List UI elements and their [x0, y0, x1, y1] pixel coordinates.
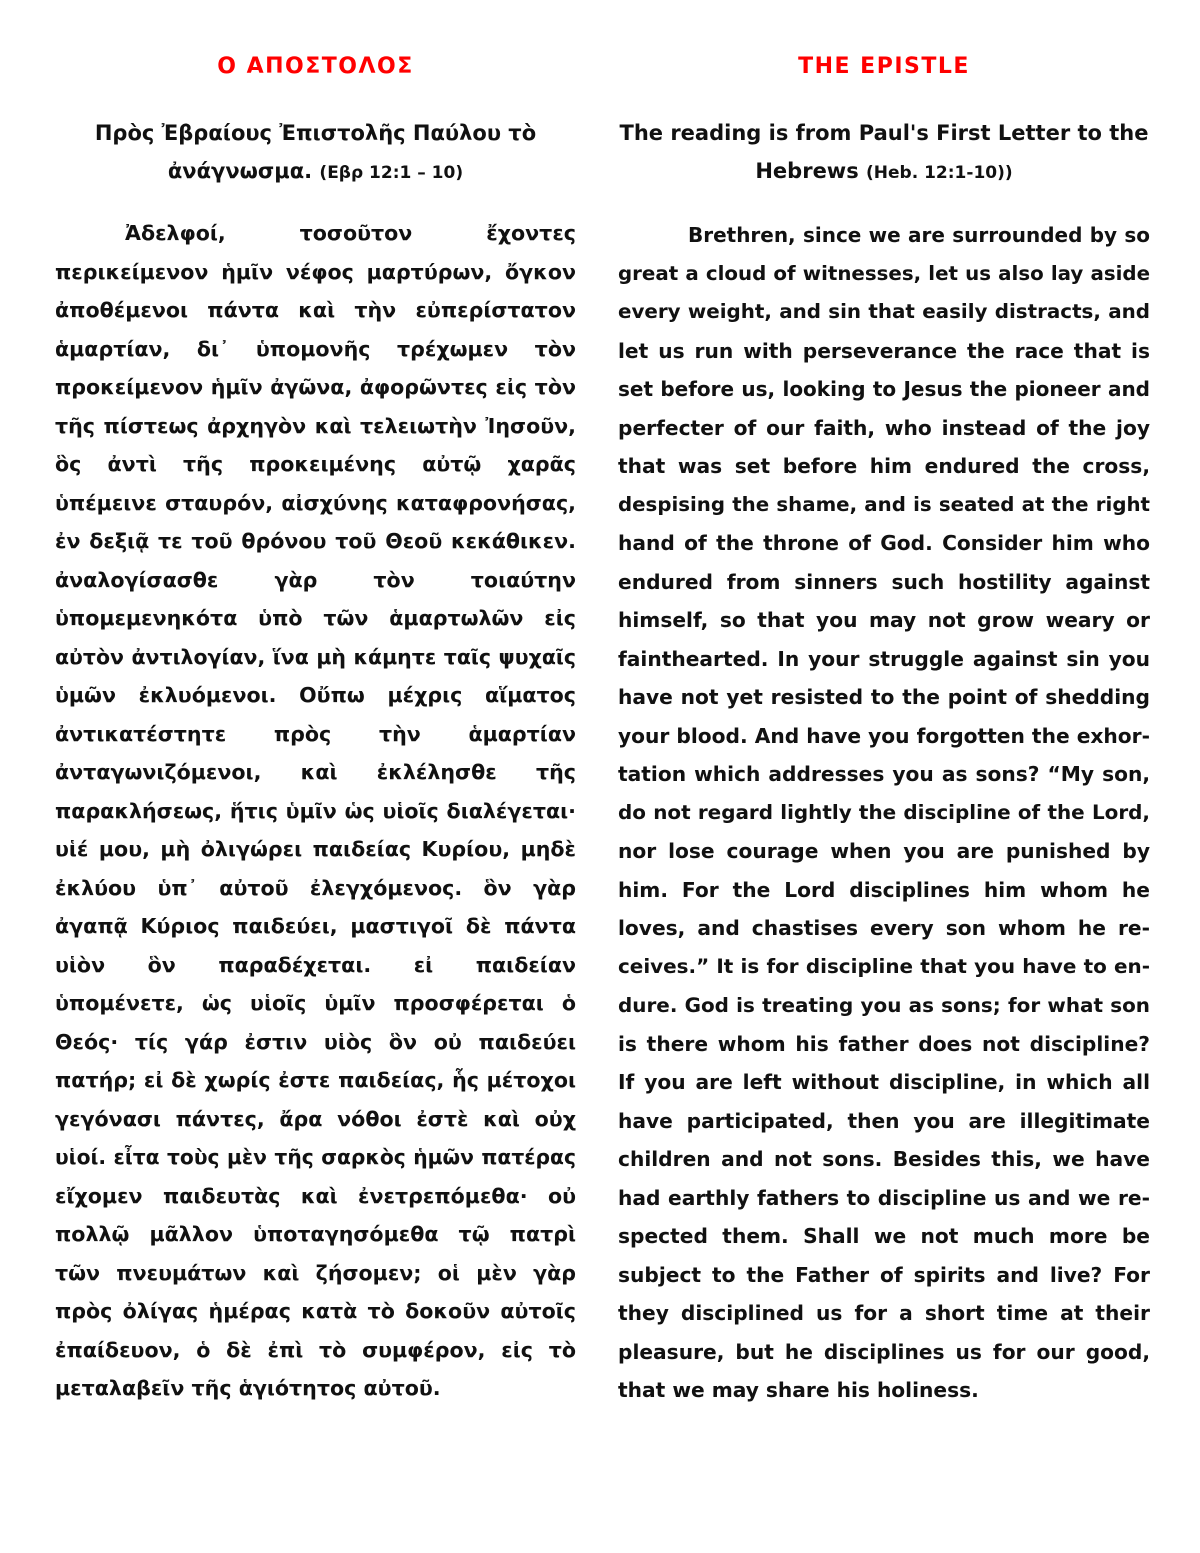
text-line: τῶν πνευμάτων καὶ ζήσομεν; οἱ μὲν γὰρ [55, 1260, 576, 1285]
text-line: set before us, looking to Jesus the pioneer and [618, 377, 1150, 401]
text-line: πολλῷ μᾶλλον ὑποταγησόμεθα τῷ πατρὶ [55, 1222, 576, 1246]
text-line: ἐκλύου ὑπ᾿ αὐτοῦ ἐλεγχόμενος. ὃν γὰρ [55, 875, 576, 900]
text-line: had earthly fathers to discipline us and we re- [618, 1185, 1150, 1210]
text-line: him. For the Lord disciplines him whom he [618, 877, 1150, 902]
english-reading-text [618, 216, 1150, 1410]
english-subtitle [598, 114, 1170, 192]
text-line: ἁμαρτίαν, δι᾿ ὑπομονῆς τρέχωμεν τὸν [55, 336, 576, 361]
text-line: προκείμενον ἡμῖν ἀγῶνα, ἀφορῶντες εἰς τὸν [55, 375, 576, 399]
text-line: your blood. And have you forgotten the exhor- [618, 723, 1150, 748]
text-line: υἱοί. εἶτα τοὺς μὲν τῆς σαρκὸς ἡμῶν πατέρας [55, 1145, 576, 1169]
text-line: τῆς πίστεως ἀρχηγὸν καὶ τελειωτὴν Ἰησοῦν, [55, 413, 576, 438]
english-subtitle-line2 [598, 152, 1170, 192]
text-line: have not yet resisted to the point of shedding [618, 685, 1150, 709]
english-subtitle-line1: The reading is from Paul's First Letter to the [619, 121, 1149, 145]
text-line: εἴχομεν παιδευτὰς καὶ ἐνετρεπόμεθα· οὐ [55, 1183, 576, 1208]
text-line: ἐν δεξιᾷ τε τοῦ θρόνου τοῦ Θεοῦ κεκάθικεν. [55, 529, 576, 553]
english-heading: THE EPISTLE [798, 54, 970, 79]
greek-subtitle-line2 [35, 152, 596, 192]
text-line: πατήρ; εἰ δὲ χωρίς ἐστε παιδείας, ἧς μέτοχοι [55, 1068, 576, 1092]
text-line: ὃς ἀντὶ τῆς προκειμένης αὐτῷ χαρᾶς [55, 452, 576, 476]
greek-subtitle [35, 114, 596, 192]
text-line: ἐπαίδευον, ὁ δὲ ἐπὶ τὸ συμφέρον, εἰς τὸ [55, 1337, 576, 1362]
text-line: is there whom his father does not discipline? [618, 1031, 1150, 1056]
text-line: ἀναλογίσασθε γὰρ τὸν τοιαύτην [55, 567, 576, 592]
text-line: πρὸς ὀλίγας ἡμέρας κατὰ τὸ δοκοῦν αὐτοῖς [55, 1299, 576, 1323]
english-scripture-reference: (Heb. 12:1-10)) [866, 163, 1013, 183]
text-line: ὑπέμεινε σταυρόν, αἰσχύνης καταφρονήσας, [55, 490, 576, 515]
text-line: that we may share his holiness. [618, 1378, 979, 1402]
text-line: ceives.” It is for discipline that you have to en- [618, 954, 1150, 978]
text-line: children and not sons. Besides this, we have [618, 1147, 1150, 1171]
text-line: ὑπομένετε, ὡς υἱοῖς ὑμῖν προσφέρεται ὁ [55, 991, 576, 1015]
text-line: Ἀδελφοί, τοσοῦτον ἔχοντες [125, 221, 576, 245]
text-line: nor lose courage when you are punished by [618, 839, 1150, 863]
text-line: παρακλήσεως, ἥτις ὑμῖν ὡς υἱοῖς διαλέγεται· [55, 798, 576, 823]
text-line: every weight, and sin that easily distracts, and [618, 300, 1150, 323]
text-line: spected them. Shall we not much more be [618, 1224, 1150, 1248]
english-subtitle-text: Hebrews [755, 159, 859, 183]
text-line: loves, and chastises every son whom he re- [618, 916, 1150, 940]
text-line: have participated, then you are illegitimate [618, 1108, 1150, 1133]
text-line: despising the shame, and is seated at the right [618, 492, 1150, 516]
text-line: ὑπομεμενηκότα ὑπὸ τῶν ἁμαρτωλῶν εἰς [55, 606, 576, 630]
greek-subtitle-line1: Πρὸς Ἐβραίους Ἐπιστολῆς Παύλου τὸ [94, 121, 537, 145]
text-line: hand of the throne of God. Consider him who [618, 531, 1150, 555]
text-line: perfecter of our faith, who instead of the joy [618, 415, 1150, 440]
text-line: ἀντικατέστητε πρὸς τὴν ἁμαρτίαν [55, 721, 576, 746]
text-line: subject to the Father of spirits and live? For [618, 1262, 1150, 1287]
greek-scripture-reference: (Εβρ 12:1 – 10) [319, 163, 464, 183]
text-line: υἱὸν ὃν παραδέχεται. εἰ παιδείαν [55, 952, 576, 977]
text-line: ἀποθέμενοι πάντα καὶ τὴν εὐπερίστατον [55, 298, 576, 322]
text-line: dure. God is treating you as sons; for what son [618, 993, 1150, 1017]
text-line: περικείμενον ἡμῖν νέφος μαρτύρων, ὄγκον [55, 259, 576, 284]
text-line: fainthearted. In your struggle against sin you [618, 646, 1150, 671]
text-line: do not regard lightly the discipline of the Lord, [618, 800, 1150, 824]
greek-reading-text [55, 214, 576, 1408]
text-line: they disciplined us for a short time at their [618, 1301, 1150, 1325]
greek-subtitle-text: ἀνάγνωσμα. [167, 159, 313, 183]
text-line: Brethren, since we are surrounded by so [688, 223, 1150, 247]
text-line: great a cloud of witnesses, let us also lay aside [618, 261, 1150, 285]
text-line: Θεός· τίς γάρ ἐστιν υἱὸς ὃν οὐ παιδεύει [55, 1029, 576, 1054]
text-line: ἀγαπᾷ Κύριος παιδεύει, μαστιγοῖ δὲ πάντα [55, 914, 576, 938]
text-line: tation which addresses you as sons? “My son, [618, 762, 1150, 786]
text-line: ἀνταγωνιζόμενοι, καὶ ἐκλέλησθε τῆς [55, 760, 576, 784]
text-line: ὑμῶν ἐκλυόμενοι. Οὔπω μέχρις αἵματος [55, 683, 576, 707]
text-line: υἱέ μου, μὴ ὀλιγώρει παιδείας Κυρίου, μηδὲ [55, 837, 576, 861]
text-line: μεταλαβεῖν τῆς ἁγιότητος αὐτοῦ. [55, 1376, 441, 1400]
text-line: endured from sinners such hostility against [618, 569, 1150, 594]
text-line: himself, so that you may not grow weary or [618, 608, 1150, 632]
text-line: that was set before him endured the cross, [618, 454, 1150, 478]
text-line: γεγόνασι πάντες, ἄρα νόθοι ἐστὲ καὶ οὐχ [55, 1106, 576, 1131]
text-line: let us run with perseverance the race that is [618, 338, 1150, 363]
text-line: pleasure, but he disciplines us for our good, [618, 1339, 1150, 1364]
text-line: αὐτὸν ἀντιλογίαν, ἵνα μὴ κάμητε ταῖς ψυχαῖς [55, 644, 576, 669]
text-line: If you are left without discipline, in which all [618, 1070, 1150, 1094]
greek-heading: Ο ΑΠΟΣΤΟΛΟΣ [217, 54, 414, 79]
